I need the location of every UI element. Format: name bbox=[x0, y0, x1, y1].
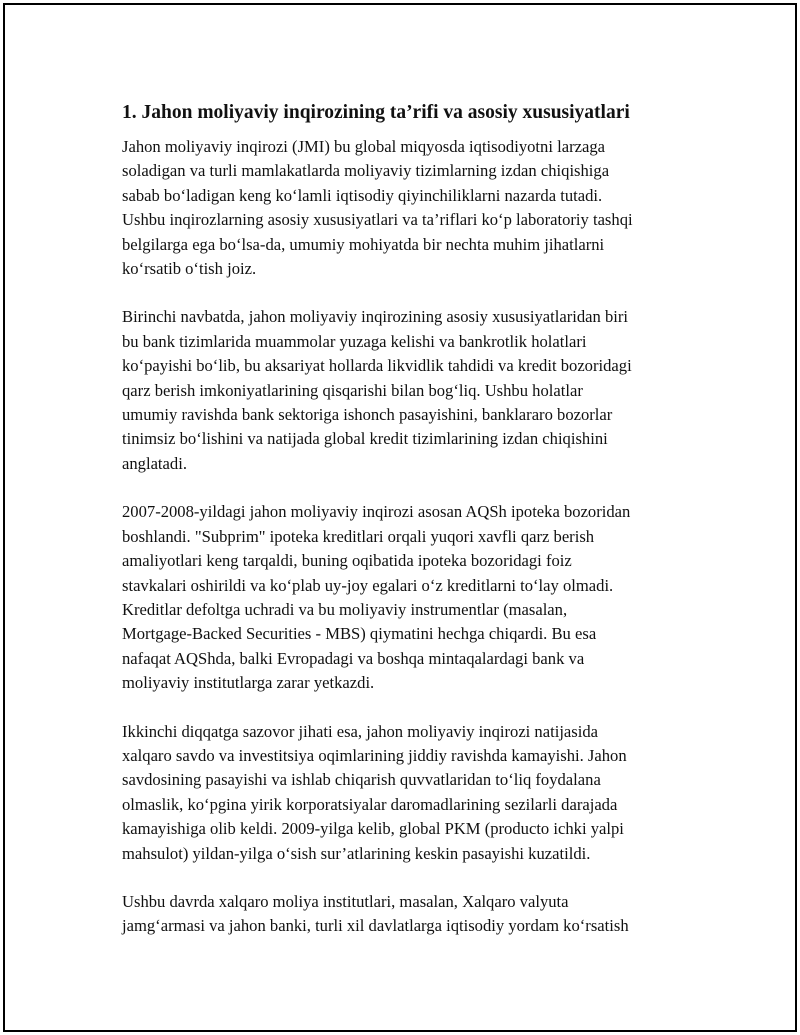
text-line: ko‘payishi bo‘lib, bu aksariyat hollarda likvidlik tahdidi va kredit bozoridagi bbox=[122, 356, 632, 376]
document-body bbox=[122, 101, 697, 963]
text-line: jamg‘armasi va jahon banki, turli xil davlatlarga iqtisodiy yordam ko‘rsatish bbox=[122, 916, 629, 936]
page-frame bbox=[3, 3, 797, 1032]
text-line: boshlandi. "Subprim" ipoteka kreditlari orqali yuqori xavfli qarz berish bbox=[122, 526, 595, 546]
section-heading: 1. Jahon moliyaviy inqirozining ta’rifi va asosiy xususiyatlari bbox=[122, 102, 630, 123]
text-line: Ikkinchi diqqatga sazovor jihati esa, jahon moliyaviy inqirozi natijasida bbox=[122, 721, 599, 741]
text-line: amaliyotlari keng tarqaldi, buning oqibatida ipoteka bozoridagi foiz bbox=[122, 551, 572, 571]
text-line: olmaslik, ko‘pgina yirik korporatsiyalar daromadlarining sezilarli darajada bbox=[122, 794, 618, 814]
text-line: Ushbu inqirozlarning asosiy xususiyatlari va ta’riflari ko‘p laboratoriy tashqi bbox=[122, 210, 633, 230]
text-line: Birinchi navbatda, jahon moliyaviy inqirozining asosiy xususiyatlaridan biri bbox=[122, 307, 629, 327]
text-line: 2007-2008-yildagi jahon moliyaviy inqirozi asosan AQSh ipoteka bozoridan bbox=[122, 502, 631, 522]
text-line: sabab bo‘ladigan keng ko‘lamli iqtisodiy qiyinchiliklarni nazarda tutadi. bbox=[122, 185, 603, 205]
paragraph-definition bbox=[122, 135, 697, 281]
text-line: Jahon moliyaviy inqirozi (JMI) bu global miqyosda iqtisodiyotni larzaga bbox=[122, 137, 605, 156]
text-line: soladigan va turli mamlakatlarda moliyaviy tizimlarning izdan chiqishiga bbox=[122, 161, 610, 181]
text-line: bu bank tizimlarida muammolar yuzaga kelishi va bankrotlik holatlari bbox=[122, 331, 587, 351]
text-line: nafaqat AQShda, balki Evropadagi va boshqa mintaqalardagi bank va bbox=[122, 648, 585, 668]
text-line: moliyaviy institutlarga zarar yetkazdi. bbox=[122, 673, 375, 693]
text-line: umumiy ravishda bank sektoriga ishonch pasayishini, banklararo bozorlar bbox=[122, 405, 613, 425]
text-line: tinimsiz bo‘lishini va natijada global kredit tizimlarining izdan chiqishini bbox=[122, 429, 608, 449]
text-line: stavkalari oshirildi va ko‘plab uy-joy egalari o‘z kreditlarni to‘lay olmadi. bbox=[122, 575, 614, 595]
text-line: xalqaro savdo va investitsiya oqimlarining jiddiy ravishda kamayishi. Jahon bbox=[122, 745, 627, 765]
text-line: belgilarga ega bo‘lsa-da, umumiy mohiyatda bir nechta muhim jihatlarni bbox=[122, 234, 605, 254]
text-line: Kreditlar defoltga uchradi va bu moliyaviy instrumentlar (masalan, bbox=[122, 599, 568, 619]
paragraph-banking bbox=[122, 305, 697, 476]
text-line: qarz berish imkoniyatlarining qisqarishi bilan bog‘liq. Ushbu holatlar bbox=[122, 380, 583, 400]
text-line: ko‘rsatib o‘tish joiz. bbox=[122, 259, 257, 279]
text-line: anglatadi. bbox=[122, 453, 187, 473]
paragraph-institutions bbox=[122, 890, 697, 939]
text-line: kamayishiga olib keldi. 2009-yilga kelib, global PKM (producto ichki yalpi bbox=[122, 819, 624, 839]
text-line: savdosining pasayishi va ishlab chiqarish quvvatlaridan to‘liq foydalana bbox=[122, 770, 601, 790]
paragraph-trade bbox=[122, 720, 697, 866]
text-line: mahsulot) yildan-yilga o‘sish sur’atlarining keskin pasayishi kuzatildi. bbox=[122, 843, 591, 863]
text-line: Ushbu davrda xalqaro moliya institutlari, masalan, Xalqaro valyuta bbox=[122, 891, 569, 911]
text-line: Mortgage-Backed Securities - MBS) qiymatini hechga chiqardi. Bu esa bbox=[122, 624, 597, 644]
paragraph-2008-crisis bbox=[122, 500, 697, 695]
